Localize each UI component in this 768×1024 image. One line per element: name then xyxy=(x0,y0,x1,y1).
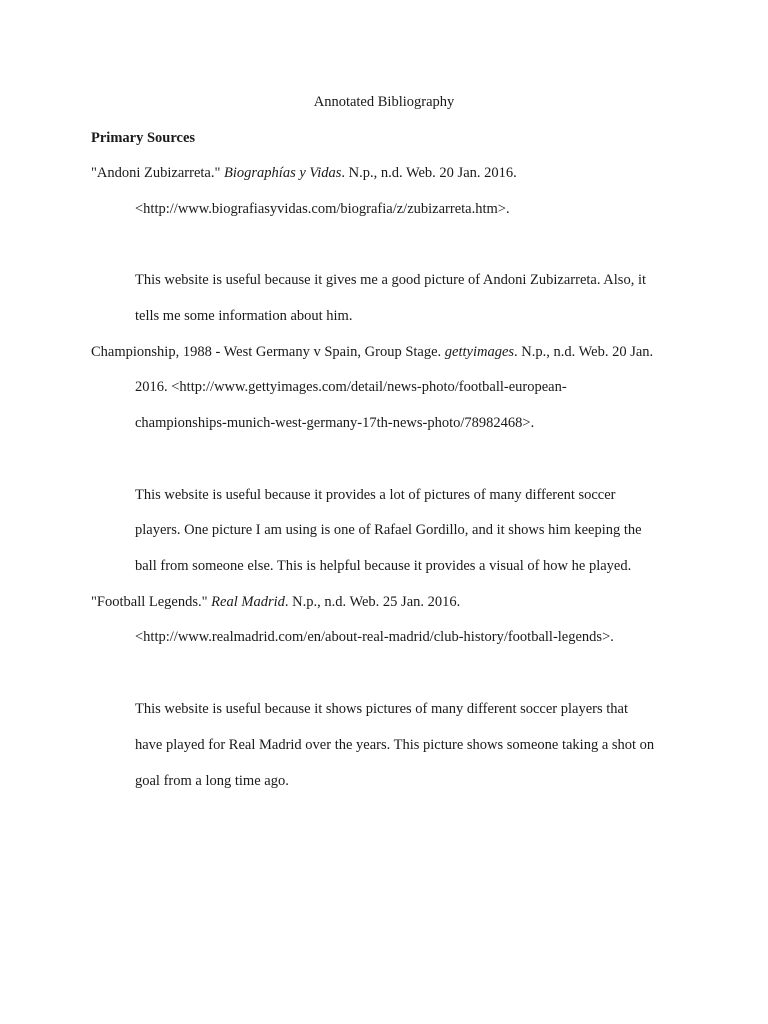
annotation-line: players. One picture I am using is one of Rafael Gordillo, and it shows him keeping the xyxy=(135,522,642,538)
page-title: Annotated Bibliography xyxy=(313,94,455,110)
citation-suffix: . N.p., n.d. Web. 25 Jan. 2016. xyxy=(284,594,461,610)
citation-url-line: <http://www.realmadrid.com/en/about-real-madrid/club-history/football-legends>. xyxy=(135,629,614,645)
annotation-line: tells me some information about him. xyxy=(135,308,353,324)
annotation-line: goal from a long time ago. xyxy=(135,773,289,789)
annotation-line: This website is useful because it shows pictures of many different soccer players that xyxy=(135,701,628,717)
source-title: Biographías y Vidas xyxy=(224,165,342,181)
annotation-line: This website is useful because it provides a lot of pictures of many different soccer xyxy=(135,487,616,503)
source-title: Real Madrid xyxy=(211,594,285,610)
source-title: gettyimages xyxy=(444,344,515,360)
citation-url-line: championships-munich-west-germany-17th-news-photo/78982468>. xyxy=(135,415,535,431)
citation-suffix: . N.p., n.d. Web. 20 Jan. xyxy=(514,344,654,360)
citation-url-line: 2016. <http://www.gettyimages.com/detail/news-photo/football-european- xyxy=(135,379,567,395)
citation xyxy=(91,593,460,611)
citation-url-line: <http://www.biografiasyvidas.com/biografia/z/zubizarreta.htm>. xyxy=(135,201,510,217)
annotation-line: ball from someone else. This is helpful because it provides a visual of how he played. xyxy=(135,558,632,574)
citation-prefix: Championship, 1988 - West Germany v Spain, Group Stage. xyxy=(91,344,445,360)
citation-suffix: . N.p., n.d. Web. 20 Jan. 2016. xyxy=(341,165,517,181)
citation xyxy=(91,164,517,182)
annotation-line: This website is useful because it gives me a good picture of Andoni Zubizarreta. Also, it xyxy=(135,272,647,288)
citation xyxy=(91,343,653,361)
annotation-line: have played for Real Madrid over the years. This picture shows someone taking a shot on xyxy=(135,737,655,753)
section-heading: Primary Sources xyxy=(91,130,196,146)
citation-prefix: "Andoni Zubizarreta." xyxy=(91,165,225,181)
citation-prefix: "Football Legends." xyxy=(91,594,212,610)
